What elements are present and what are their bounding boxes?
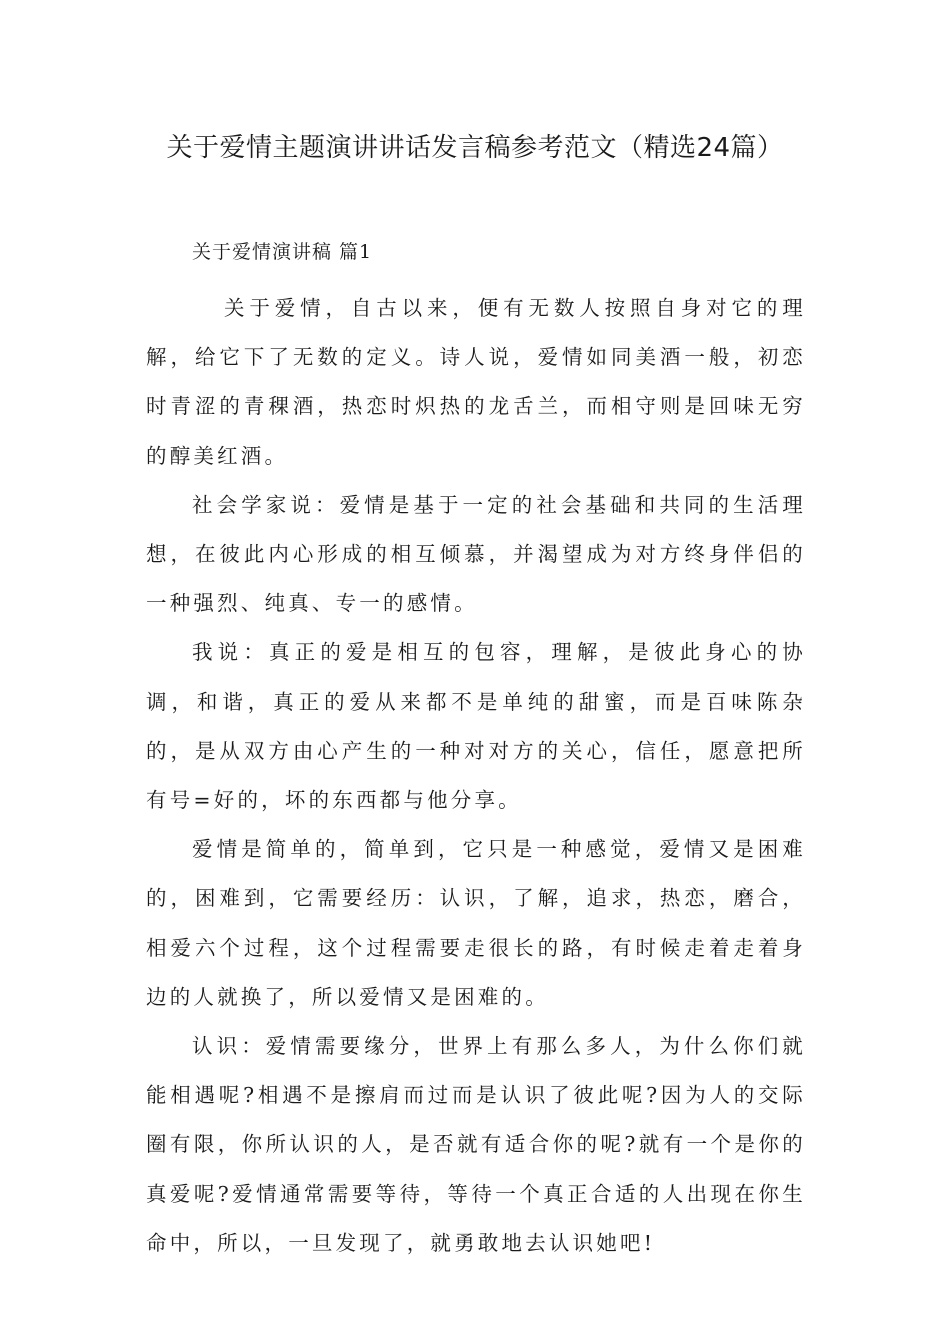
paragraph: 关于爱情，自古以来，便有无数人按照自身对它的理解，给它下了无数的定义。诗人说，爱情如同美酒一般，初恋时青涩的青稞酒，热恋时炽热的龙舌兰，而相守则是回味无穷的醇美红酒。	[146, 296, 806, 468]
paragraph: 爱情是简单的，简单到，它只是一种感觉，爱情又是困难的，困难到，它需要经历：认识，了解，追求，热恋，磨合，相爱六个过程，这个过程需要走很长的路，有时候走着走着身边的人就换了，所以爱情又是困难的。	[146, 837, 806, 1009]
body-text	[146, 284, 806, 1268]
paragraph: 我说：真正的爱是相互的包容，理解，是彼此身心的协调，和谐，真正的爱从来都不是单纯的甜蜜，而是百味陈杂的，是从双方由心产生的一种对对方的关心，信任，愿意把所有号=好的，坏的东西都与他分享。	[146, 640, 806, 813]
section-heading: 关于爱情演讲稿 篇1	[192, 241, 373, 263]
paragraph: 社会学家说：爱情是基于一定的社会基础和共同的生活理想，在彼此内心形成的相互倾慕，并渴望成为对方终身伴侣的一种强烈、纯真、专一的感情。	[146, 492, 806, 616]
paragraph: 认识：爱情需要缘分，世界上有那么多人，为什么你们就能相遇呢?相遇不是擦肩而过而是认识了彼此呢?因为人的交际圈有限，你所认识的人，是否就有适合你的呢?就有一个是你的真爱呢?爱情通常需要等待，等待一个真正合适的人出现在你生命中，所以，一旦发现了，就勇敢地去认识她吧!	[146, 1034, 806, 1255]
document-title: 关于爱情主题演讲讲话发言稿参考范文（精选24篇）	[166, 133, 784, 163]
